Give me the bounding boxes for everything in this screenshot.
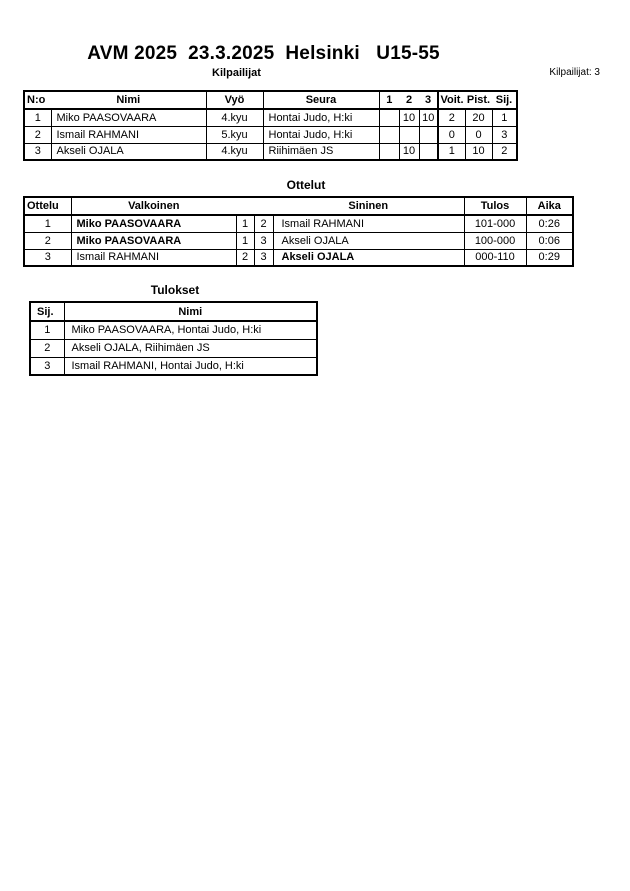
round2-score-cell: 10 [399,143,419,160]
competitor-number-cell: 3 [24,143,51,160]
competitor-name-cell: Akseli OJALA [51,143,206,160]
white-player-cell: Ismail RAHMANI [71,249,236,266]
match-number-cell: 1 [24,215,71,232]
competitor-number-cell: 1 [24,109,51,126]
column-header-place: Sij. [492,91,517,109]
result-place-cell: 1 [30,321,64,339]
wins-cell: 0 [438,126,465,143]
blue-player-cell: Akseli OJALA [273,232,464,249]
competitor-row [24,109,517,126]
column-header-white-no [236,197,254,215]
column-header-round2: 2 [399,91,419,109]
place-cell: 3 [492,126,517,143]
round3-score-cell: 10 [419,109,438,126]
column-header-time: Aika [526,197,573,215]
result-row [30,357,317,375]
score-cell: 101-000 [464,215,526,232]
round3-score-cell [419,143,438,160]
points-cell: 10 [465,143,492,160]
result-name-cell: Ismail RAHMANI, Hontai Judo, H:ki [64,357,317,375]
column-header-place: Sij. [30,302,64,321]
wins-cell: 1 [438,143,465,160]
blue-number-cell: 3 [254,249,273,266]
blue-player-cell: Akseli OJALA [273,249,464,266]
result-place-cell: 2 [30,339,64,357]
round2-score-cell: 10 [399,109,419,126]
competitor-row [24,143,517,160]
column-header-round3: 3 [419,91,438,109]
competitor-row [24,126,517,143]
round2-score-cell [399,126,419,143]
result-row [30,339,317,357]
blue-number-cell: 3 [254,232,273,249]
match-row [24,215,573,232]
section-title-ottelut: Ottelut [286,178,326,192]
belt-cell: 4.kyu [206,109,263,126]
competitor-count-label: Kilpailijat: 3 [549,67,600,78]
club-cell: Riihimäen JS [263,143,379,160]
white-number-cell: 1 [236,215,254,232]
time-cell: 0:26 [526,215,573,232]
score-cell: 000-110 [464,249,526,266]
result-name-cell: Akseli OJALA, Riihimäen JS [64,339,317,357]
blue-player-cell: Ismail RAHMANI [273,215,464,232]
column-header-name: Nimi [64,302,317,321]
column-header-match: Ottelu [24,197,71,215]
result-place-cell: 3 [30,357,64,375]
competitors-header-row [24,91,517,109]
white-player-cell: Miko PAASOVAARA [71,215,236,232]
column-header-blue-no [254,197,273,215]
belt-cell: 5.kyu [206,126,263,143]
column-header-score: Tulos [464,197,526,215]
points-cell: 20 [465,109,492,126]
white-player-cell: Miko PAASOVAARA [71,232,236,249]
round1-score-cell [379,109,399,126]
page-title: AVM 2025 23.3.2025 Helsinki U15-55 [87,43,440,64]
results-table [29,301,318,376]
white-number-cell: 1 [236,232,254,249]
score-cell: 100-000 [464,232,526,249]
round1-score-cell [379,126,399,143]
column-header-wins: Voit. [438,91,465,109]
section-title-tulokset: Tulokset [150,283,200,297]
matches-table [23,196,574,267]
match-row [24,249,573,266]
competitor-number-cell: 2 [24,126,51,143]
round1-score-cell [379,143,399,160]
points-cell: 0 [465,126,492,143]
match-number-cell: 2 [24,232,71,249]
column-header-club: Seura [263,91,379,109]
result-name-cell: Miko PAASOVAARA, Hontai Judo, H:ki [64,321,317,339]
club-cell: Hontai Judo, H:ki [263,126,379,143]
time-cell: 0:06 [526,232,573,249]
round3-score-cell [419,126,438,143]
column-header-no: N:o [24,91,51,109]
belt-cell: 4.kyu [206,143,263,160]
section-title-kilpailijat: Kilpailijat [212,67,261,79]
blue-number-cell: 2 [254,215,273,232]
competitors-table [23,90,518,161]
results-header-row [30,302,317,321]
match-number-cell: 3 [24,249,71,266]
matches-header-row [24,197,573,215]
match-row [24,232,573,249]
time-cell: 0:29 [526,249,573,266]
white-number-cell: 2 [236,249,254,266]
result-row [30,321,317,339]
column-header-blue: Sininen [273,197,464,215]
column-header-name: Nimi [51,91,206,109]
column-header-round1: 1 [379,91,399,109]
competitor-name-cell: Ismail RAHMANI [51,126,206,143]
club-cell: Hontai Judo, H:ki [263,109,379,126]
place-cell: 1 [492,109,517,126]
column-header-points: Pist. [465,91,492,109]
place-cell: 2 [492,143,517,160]
wins-cell: 2 [438,109,465,126]
competitor-name-cell: Miko PAASOVAARA [51,109,206,126]
column-header-white: Valkoinen [71,197,236,215]
column-header-belt: Vyö [206,91,263,109]
